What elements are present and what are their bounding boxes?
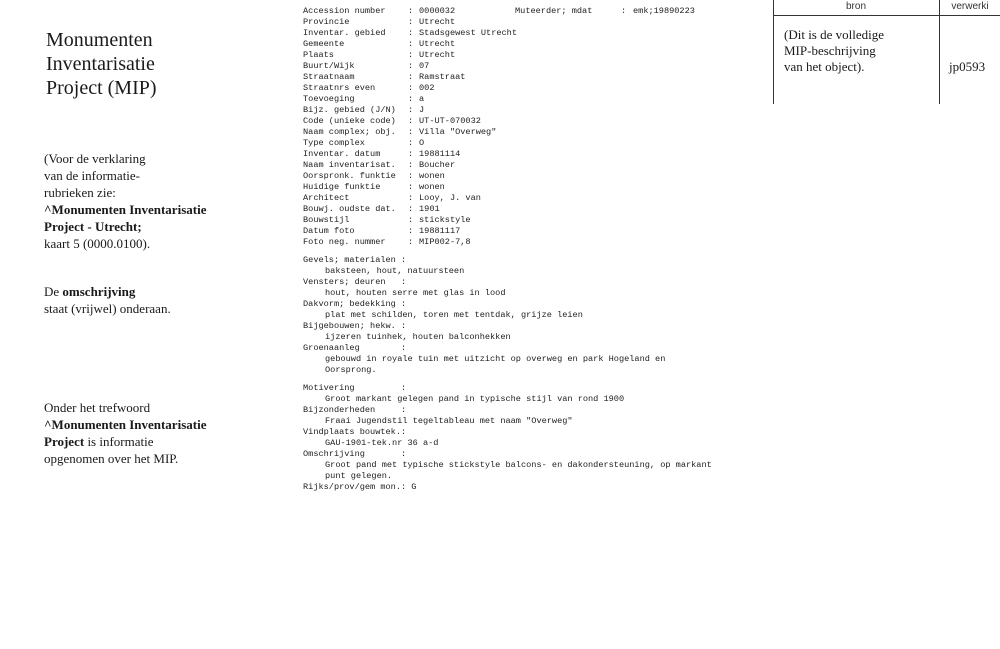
section-title: Rijks/prov/gem mon.: G xyxy=(303,482,417,492)
record-field xyxy=(303,138,773,149)
field-separator: : xyxy=(408,149,414,159)
bron-line-1: (Dit is de volledige xyxy=(784,27,885,42)
explanation-link-1[interactable]: ^Monumenten Inventarisatie xyxy=(44,202,207,217)
section-value: hout, houten serre met glas in lood xyxy=(325,288,506,298)
explanation-line-2: van de informatie- xyxy=(44,168,141,183)
field-label: Architect xyxy=(303,193,350,203)
mutator-value: emk;19890223 xyxy=(633,6,695,16)
field-value: 1901 xyxy=(419,204,440,214)
record-field xyxy=(303,6,773,17)
field-separator: : xyxy=(408,61,414,71)
field-value: Boucher xyxy=(419,160,456,170)
field-value: 002 xyxy=(419,83,435,93)
field-label: Datum foto xyxy=(303,226,355,236)
title-line-1: Monumenten xyxy=(46,29,153,51)
field-separator: : xyxy=(408,17,414,27)
field-label: Accession number xyxy=(303,6,386,16)
field-label: Plaats xyxy=(303,50,334,60)
record-field xyxy=(303,149,773,160)
section-value: ijzeren tuinhek, houten balconhekken xyxy=(325,332,511,342)
verwerking-cell: jp0593 xyxy=(949,59,986,74)
field-separator: : xyxy=(408,39,414,49)
field-separator: : xyxy=(408,237,414,247)
page-title xyxy=(46,28,246,100)
keyword-link-2[interactable]: Project xyxy=(44,434,85,449)
section-value: Groot markant gelegen pand in typische stijl van rond 1900 xyxy=(325,394,625,404)
field-value: 19881114 xyxy=(419,149,461,159)
record-field xyxy=(303,17,773,28)
section-value: Fraai Jugendstil tegeltableau met naam "Overweg" xyxy=(325,416,573,426)
field-separator: : xyxy=(408,204,414,214)
bron-line-2: MIP-beschrijving xyxy=(784,43,876,58)
section-value: gebouwd in royale tuin met uitzicht op overweg en park Hogeland en xyxy=(325,354,666,364)
field-label: Inventar. gebied xyxy=(303,28,386,38)
description-line-2: staat (vrijwel) onderaan. xyxy=(44,301,171,316)
keyword-note xyxy=(44,399,274,467)
record-field xyxy=(303,171,773,182)
record-field xyxy=(303,50,773,61)
field-value: Utrecht xyxy=(419,39,456,49)
section-value: Groot pand met typische stickstyle balcons- en dakondersteuning, op markant xyxy=(325,460,712,470)
field-separator: : xyxy=(408,105,414,115)
field-separator: : xyxy=(408,83,414,93)
record-field xyxy=(303,72,773,83)
header-verwerking: verwerki xyxy=(951,1,989,12)
section-title: Vensters; deuren : xyxy=(303,277,407,287)
field-separator: : xyxy=(408,50,414,60)
section-value: punt gelegen. xyxy=(325,471,393,481)
monument-record xyxy=(303,6,773,493)
section-title: Bijgebouwen; hekw. : xyxy=(303,321,407,331)
section-value: Oorsprong. xyxy=(325,365,377,375)
section-title: Vindplaats bouwtek.: xyxy=(303,427,407,437)
field-label: Provincie xyxy=(303,17,350,27)
field-value: Utrecht xyxy=(419,17,456,27)
record-field xyxy=(303,237,773,248)
field-separator: : xyxy=(408,94,414,104)
field-separator: : xyxy=(408,160,414,170)
field-label: Bouwstijl xyxy=(303,215,350,225)
field-label: Code (unieke code) xyxy=(303,116,396,126)
explanation-line-1: (Voor de verklaring xyxy=(44,151,146,166)
section-title: Motivering : xyxy=(303,383,407,393)
field-value: Utrecht xyxy=(419,50,456,60)
header-bron: bron xyxy=(845,1,866,12)
field-label: Bouwj. oudste dat. xyxy=(303,204,396,214)
field-value: J xyxy=(419,105,425,115)
field-value: wonen xyxy=(419,171,445,181)
field-separator: : xyxy=(408,215,414,225)
field-label: Bijz. gebied (J/N) xyxy=(303,105,396,115)
field-value: wonen xyxy=(419,182,445,192)
field-label: Naam inventarisat. xyxy=(303,160,396,170)
bron-line-3: van het object). xyxy=(784,59,865,74)
field-label: Type complex xyxy=(303,138,365,148)
field-label: Toevoeging xyxy=(303,94,355,104)
section-title: Gevels; materialen : xyxy=(303,255,407,265)
record-sections-materials xyxy=(303,255,773,376)
section-value: plat met schilden, toren met tentdak, grijze leien xyxy=(325,310,583,320)
field-label: Straatnaam xyxy=(303,72,355,82)
field-label: Inventar. datum xyxy=(303,149,381,159)
description-bold: omschrijving xyxy=(62,284,136,299)
description-note xyxy=(44,283,274,317)
record-field xyxy=(303,39,773,50)
field-label: Foto neg. nummer xyxy=(303,237,386,247)
field-label: Straatnrs even xyxy=(303,83,376,93)
section-value: baksteen, hout, natuursteen xyxy=(325,266,465,276)
record-field xyxy=(303,61,773,72)
explanation-link-2[interactable]: Project - Utrecht; xyxy=(44,219,142,234)
explanation-note xyxy=(44,150,274,252)
field-label: Gemeente xyxy=(303,39,345,49)
mutator-separator: : xyxy=(621,6,627,16)
keyword-post: is informatie xyxy=(84,434,154,449)
field-separator: : xyxy=(408,193,414,203)
section-title: Bijzonderheden : xyxy=(303,405,407,415)
field-separator: : xyxy=(408,226,414,236)
field-separator: : xyxy=(408,182,414,192)
field-label: Naam complex; obj. xyxy=(303,127,396,137)
record-fields xyxy=(303,6,773,248)
record-field xyxy=(303,83,773,94)
field-label: Oorspronk. funktie xyxy=(303,171,396,181)
record-field xyxy=(303,193,773,204)
record-sections-motivation xyxy=(303,383,773,493)
field-value: Villa "Overweg" xyxy=(419,127,497,137)
record-field xyxy=(303,204,773,215)
title-line-3: Project (MIP) xyxy=(46,77,157,99)
field-separator: : xyxy=(408,127,414,137)
field-value: stickstyle xyxy=(419,215,471,225)
section-value: GAU-1901-tek.nr 36 a-d xyxy=(325,438,439,448)
record-field xyxy=(303,215,773,226)
explanation-line-3: rubrieken zie: xyxy=(44,185,116,200)
mutator-label: Muteerder; mdat xyxy=(515,6,593,16)
description-pre: De xyxy=(44,284,63,299)
field-label: Huidige funktie xyxy=(303,182,381,192)
field-value: MIP002-7,8 xyxy=(419,237,471,247)
record-field xyxy=(303,160,773,171)
keyword-line-3: opgenomen over het MIP. xyxy=(44,451,179,466)
field-separator: : xyxy=(408,72,414,82)
record-field xyxy=(303,94,773,105)
record-field xyxy=(303,28,773,39)
explanation-line-4: kaart 5 (0000.0100). xyxy=(44,236,151,251)
section-title: Dakvorm; bedekking : xyxy=(303,299,407,309)
field-value: a xyxy=(419,94,425,104)
title-line-2: Inventarisatie xyxy=(46,53,155,75)
record-field xyxy=(303,182,773,193)
field-label: Buurt/Wijk xyxy=(303,61,355,71)
field-value: 07 xyxy=(419,61,430,71)
field-separator: : xyxy=(408,6,414,16)
source-table xyxy=(773,0,1000,104)
record-field xyxy=(303,105,773,116)
field-value: Stadsgewest Utrecht xyxy=(419,28,517,38)
field-separator: : xyxy=(408,116,414,126)
field-value: 19881117 xyxy=(419,226,461,236)
keyword-line-1: Onder het trefwoord xyxy=(44,400,151,415)
section-title: Omschrijving : xyxy=(303,449,407,459)
table-header-divider xyxy=(773,15,1000,16)
field-value: Ramstraat xyxy=(419,72,466,82)
record-field xyxy=(303,116,773,127)
section-title: Groenaanleg : xyxy=(303,343,407,353)
field-value: 0000032 xyxy=(419,6,456,16)
field-separator: : xyxy=(408,138,414,148)
field-value: Looy, J. van xyxy=(419,193,481,203)
record-field xyxy=(303,226,773,237)
field-value: O xyxy=(419,138,425,148)
bron-cell xyxy=(784,27,934,75)
field-value: UT-UT-070032 xyxy=(419,116,481,126)
record-field xyxy=(303,127,773,138)
field-separator: : xyxy=(408,171,414,181)
keyword-link-1[interactable]: ^Monumenten Inventarisatie xyxy=(44,417,207,432)
field-separator: : xyxy=(408,28,414,38)
